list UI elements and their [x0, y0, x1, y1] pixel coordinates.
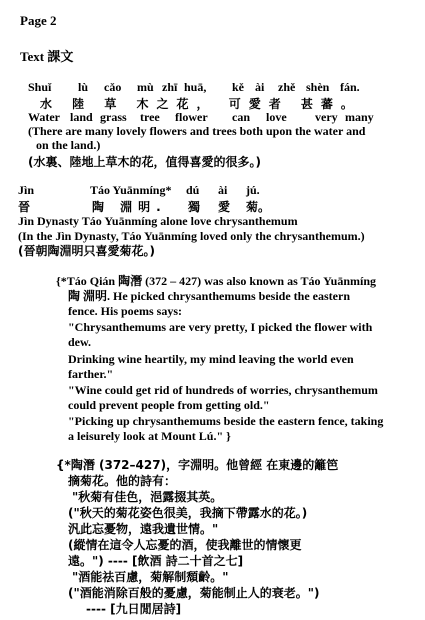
- page-label: Page 2: [20, 13, 57, 28]
- chinese-paraphrase: (晉朝陶淵明只喜愛菊花。): [18, 244, 155, 258]
- pinyin-word: zhī: [162, 80, 178, 94]
- note-line: (縱情在這令人忘憂的酒，使我離世的情懷更: [68, 538, 302, 552]
- gloss-word: love: [266, 110, 287, 124]
- gloss-word: tree: [140, 110, 160, 124]
- note-line: {*陶潛 (372–427)，字淵明。他曾經 在東邊的籬笆: [56, 458, 339, 472]
- hanzi-word: 獨: [188, 200, 201, 214]
- pinyin-word: lù: [78, 80, 89, 94]
- note-line: fence. His poems says:: [68, 304, 182, 318]
- pinyin-word: shèn: [306, 80, 330, 94]
- note-line: "酒能祛百慮，菊解制頹齡。": [72, 570, 229, 584]
- pinyin-word: Táo Yuānmíng*: [90, 183, 172, 197]
- chinese-paraphrase: (水裏、陸地上草木的花，值得喜愛的很多。): [28, 155, 261, 169]
- pinyin-word: cǎo: [104, 80, 122, 94]
- translation-line: (There are many lovely flowers and trees both upon the water and: [28, 124, 366, 138]
- note-line: Drinking wine heartily, my mind leaving the world even: [68, 352, 354, 366]
- note-line: "秋菊有佳色，浥露掇其英。: [72, 490, 223, 504]
- pinyin-word: Shuǐ: [28, 80, 52, 94]
- pinyin-word: jú.: [246, 183, 260, 197]
- note-line: could prevent people from getting old.": [68, 398, 270, 412]
- pinyin-word: fán.: [340, 80, 360, 94]
- note-line: ---- [九日閒居詩]: [86, 602, 182, 616]
- gloss-word: many: [345, 110, 374, 124]
- gloss-line: Jìn Dynasty Táo Yuānmíng alone love chrysanthemum: [18, 214, 298, 228]
- note-line: ("秋天的菊花姿色很美，我摘下帶露水的花。): [68, 506, 308, 520]
- pinyin-word: ài: [255, 80, 265, 94]
- hanzi-word: 晉: [18, 200, 31, 214]
- pinyin-word: ài: [218, 183, 228, 197]
- note-line: {*Táo Qián 陶潛 (372 – 427) was also known as Táo Yuānmíng: [56, 274, 377, 288]
- pinyin-word: dú: [186, 183, 200, 197]
- pinyin-word: huā,: [184, 80, 207, 94]
- note-line: 摘菊花。他的詩有：: [68, 474, 177, 488]
- note-line: "Chrysanthemums are very pretty, I picked the flower with: [68, 320, 373, 334]
- translation-line: (In the Jìn Dynasty, Táo Yuānmíng loved only the chrysanthemum.): [18, 229, 365, 243]
- note-line: 遠。") ---- [飲酒 詩二十首之七]: [68, 554, 244, 568]
- hanzi-word: 菊。: [246, 200, 271, 214]
- gloss-word: flower: [175, 110, 208, 124]
- gloss-word: can: [232, 110, 250, 124]
- note-line: 汎此忘憂物，遠我遺世情。": [68, 522, 219, 536]
- gloss-word: land: [70, 110, 93, 124]
- pinyin-word: mù: [137, 80, 154, 94]
- note-line: dew.: [68, 335, 92, 349]
- hanzi-word: 陶 淵明.: [92, 200, 167, 214]
- note-line: 陶 淵明. He picked chrysanthemums beside the eastern: [68, 289, 350, 303]
- note-line: farther.": [68, 367, 114, 381]
- text-heading: Text 課文: [20, 49, 74, 64]
- note-line: "Picking up chrysanthemums beside the eastern fence, taking: [68, 414, 384, 428]
- gloss-word: Water: [28, 110, 60, 124]
- verse-hanzi: 水 陸 草 木之花， 可愛者 甚蕃。: [40, 97, 361, 111]
- pinyin-word: kě: [232, 80, 244, 94]
- hanzi-word: 愛: [218, 200, 231, 214]
- gloss-word: very: [315, 110, 338, 124]
- gloss-word: grass: [100, 110, 127, 124]
- note-line: a leisurely look at Mount Lú." }: [68, 429, 231, 443]
- pinyin-word: zhě: [278, 80, 296, 94]
- translation-line: on the land.): [36, 138, 101, 152]
- note-line: ("酒能消除百般的憂慮，菊能制止人的衰老。"): [68, 586, 320, 600]
- note-line: "Wine could get rid of hundreds of worries, chrysanthemum: [68, 383, 378, 397]
- pinyin-word: Jìn: [18, 183, 35, 197]
